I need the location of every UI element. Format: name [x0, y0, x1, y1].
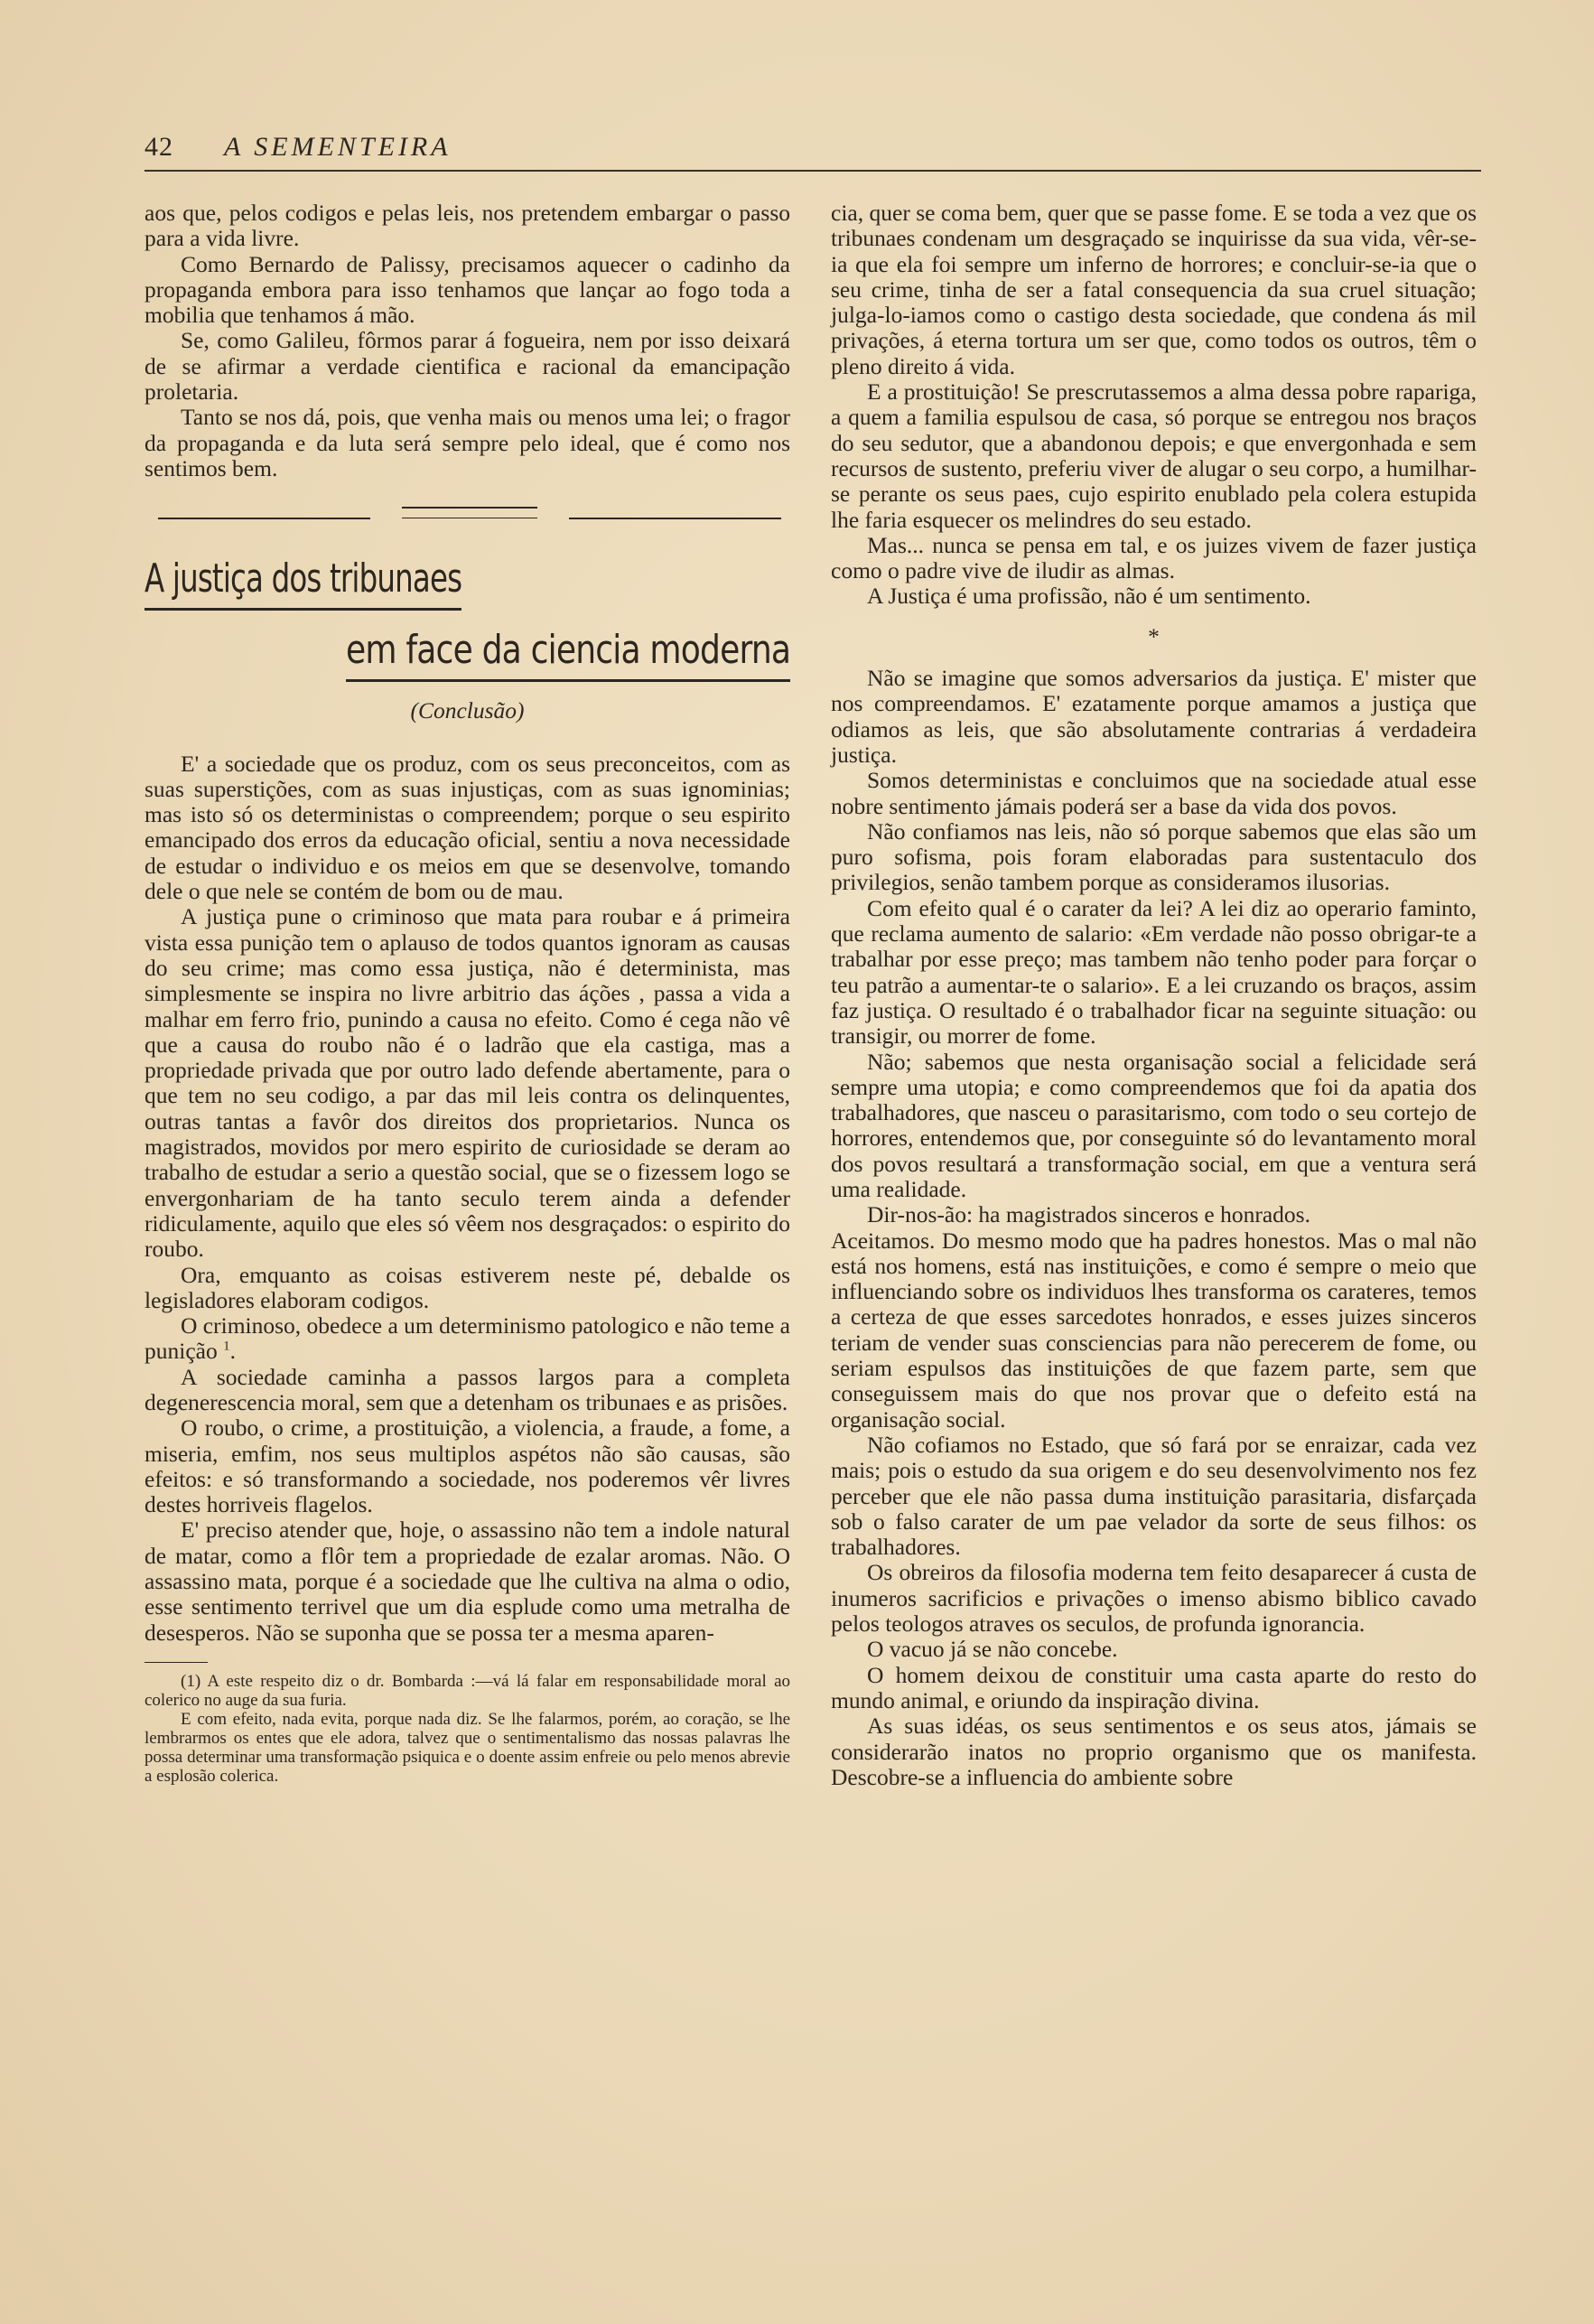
- body-paragraph: Dir-nos-ão: ha magistrados sinceros e honrados.: [867, 1201, 1310, 1228]
- body-paragraph-text: O criminoso, obedece a um determinismo patologico e não teme a punição: [144, 1312, 790, 1365]
- header-rule: [144, 170, 1481, 172]
- body-paragraph: Não; sabemos que nesta organisação social a felicidade será sempre uma utopia; e como compreendemos que foi da apatia dos trabalhadores, que nasceu o parasitarismo, com todo o seu cortejo de horrores, entendemos que, por conseguinte só do levantamento moral dos povos resultará a transformação social, em que a ventura será uma realidade.: [831, 1048, 1477, 1202]
- separator-line: [402, 507, 537, 509]
- article-title-line2-wrapper: [144, 623, 790, 682]
- body-paragraph: O homem deixou de constituir uma casta aparte do resto do mundo animal, e oriundo da inspiração divina.: [831, 1661, 1477, 1713]
- intro-paragraph: Como Bernardo de Palissy, precisamos aquecer o cadinho da propaganda embora para isso tenhamos que lançar ao fogo toda a mobilia que tenhamos á mão.: [144, 250, 790, 329]
- article-title-line2: em face da ciencia moderna: [346, 623, 790, 682]
- footnote: (1) A este respeito diz o dr. Bombarda :—vá lá falar em responsabilidade moral ao colerico no auge da sua furia.: [144, 1671, 790, 1710]
- footnotes: [144, 1672, 790, 1786]
- body-paragraph: Aceitamos. Do mesmo modo que ha padres honestos. Mas o mal não está nos homens, está nas instituições, e como é sempre o meio que influenciando sobre os individuos lhes transforma os carateres, temos a certeza de que esses sarcedotes honrados, e esses juizes sinceros teriam de vender suas consciencias para não perecerem de fome, ou seriam espulsos das instituições de que fazem parte, sem que conseguissem mais do que nos provar que o defeito está na organisação social.: [831, 1227, 1477, 1433]
- page-number: 42: [144, 132, 173, 162]
- body-paragraph: cia, quer se coma bem, quer que se passe fome. E se toda a vez que os tribunaes condenam um desgraçado se inquirisse da sua vida, vêr-se-ia que ela foi sempre um inferno de horrores; e concluir-se-ia que o seu crime, tinha de ser a fatal consequencia da sua cruel situação; julga-lo-iamos como o castigo desta sociedade, que condena ás mil privações, á eterna tortura um ser que, como todos os outros, têm o pleno direito á vida.: [831, 200, 1477, 379]
- body-paragraph: A Justiça é uma profissão, não é um sentimento.: [867, 583, 1311, 610]
- body-paragraph: Os obreiros da filosofia moderna tem feito desaparecer á custa de inumeros sacrificios e privações o imenso abismo biblico cavado pelos teologos atraves os seculos, de profunda ignorancia.: [831, 1559, 1477, 1638]
- intro-paragraph: aos que, pelos codigos e pelas leis, nos pretendem embargar o passo para a vida livre.: [144, 200, 790, 252]
- footnote-rule: [144, 1662, 208, 1663]
- separator-line: [158, 518, 370, 519]
- body-paragraph: O roubo, o crime, a prostituição, a violencia, a fraude, a fome, a miseria, emfim, nos seus multiplos aspétos não são causas, são efeitos: e só transformando a sociedade, nos poderemos vêr livres destes horriveis flagelos.: [144, 1414, 790, 1518]
- body-paragraph: E' preciso atender que, hoje, o assassino não tem a indole natural de matar, como a flôr tem a propriedade de ezalar aromas. Não. O assassino mata, porque é a sociedade que lhe cultiva na alma o odio, esse sentimento terrivel que um dia esplude como uma metralha de desesperos. Não se suponha que se possa ter a mesma aparen-: [144, 1517, 790, 1646]
- body-paragraph: Somos deterministas e concluimos que na sociedade atual esse nobre sentimento jámais poderá ser a base da vida dos povos.: [831, 767, 1477, 819]
- body-paragraph: Ora, emquanto as coisas estiverem neste pé, debalde os legisladores elaboram codigos.: [144, 1261, 790, 1313]
- body-paragraph: O criminoso, obedece a um determinismo patologico e não teme a punição $^1$.: [144, 1312, 790, 1365]
- publication-title: A SEMENTEIRA: [224, 132, 452, 162]
- footnote-marker: 1: [223, 1339, 230, 1354]
- left-column: [144, 201, 790, 1786]
- divider-star: *: [1148, 622, 1160, 649]
- footnote: E com efeito, nada evita, porque nada diz. Se lhe falarmos, porém, ao coração, se lhe lembrarmos os entes que ele adora, talvez que o sentimentalismo das nossas palavras lhe possa determinar uma transformação psiquica e o doente assim enfreie ou pelo menos abrevie a esplosão colerica.: [144, 1709, 790, 1786]
- body-paragraph: Não se imagine que somos adversarios da justiça. E' mister que nos compreendamos. E' ezatamente porque amamos a justiça que odiamos as leis, que são absolutamente contrarias á verdadeira justiça.: [831, 665, 1477, 768]
- article-subtitle: (Conclusão): [410, 697, 525, 724]
- body-paragraph: Não cofiamos no Estado, que só fará por se enraizar, cada vez mais; pois o estudo da sua origem e do seu desenvolvimento nos fez perceber que ele não passa duma instituição parasitaria, disfarçada sob o falso carater de um pae velador da sorte de seus filhos: os trabalhadores.: [831, 1431, 1477, 1561]
- article-title-line1: A justiça dos tribunaes: [144, 552, 461, 611]
- right-column: [831, 201, 1477, 1790]
- body-paragraph: O vacuo já se não concebe.: [867, 1636, 1118, 1663]
- page-header: [144, 132, 1481, 172]
- body-paragraph: Não confiamos nas leis, não só porque sabemos que elas são um puro sofisma, pois foram elaboradas para sustentaculo dos privilegios, senão tambem porque as consideramos ilusorias.: [831, 817, 1477, 896]
- separator-line: [569, 518, 781, 519]
- body-paragraph: A sociedade caminha a passos largos para a completa degenerescencia moral, sem que a detenham os tribunaes e as prisões.: [144, 1363, 790, 1415]
- body-paragraph: E' a sociedade que os produz, com os seus preconceitos, com as suas superstições, com as suas injustiças, com as suas ignominias; mas isto só os deterministas o compreendem; porque o seu espirito emancipado dos erros da educação oficial, sentiu a nova necessidade de estudar o individuo e os meios em que se desenvolve, tomando dele o que nele se contém de bom ou de mau.: [144, 750, 790, 905]
- intro-paragraph: Tanto se nos dá, pois, que venha mais ou menos uma lei; o fragor da propaganda e da luta será sempre pelo ideal, que é como nos sentimos bem.: [144, 404, 790, 481]
- body-paragraph: Com efeito qual é o carater da lei? A lei diz ao operario faminto, que reclama aumento de salario: «Em verdade não posso obrigar-te a trabalhar por esse preço; mas tambem não tenho poder para forçar o teu patrão a aumentar-te o salario». E a lei cruzando os braços, assim faz justiça. O resultado é o trabalhador ficar na seguinte situação: ou transigir, ou morrer de fome.: [831, 894, 1477, 1050]
- body-paragraph: Mas... nunca se pensa em tal, e os juizes vivem de fazer justiça como o padre vive de iludir as almas.: [831, 531, 1477, 584]
- intro-paragraph: Se, como Galileu, fôrmos parar á fogueira, nem por isso deixará de se afirmar a verdade cientifica e racional da emancipação proletaria.: [144, 327, 790, 406]
- body-paragraph: As suas idéas, os seus sentimentos e os seus atos, jámais se considerarão inatos no proprio organismo que os manifesta. Descobre-se a influencia do ambiente sobre: [831, 1713, 1477, 1790]
- body-paragraph: A justiça pune o criminoso que mata para roubar e á primeira vista essa punição tem o aplauso de todos quantos ignoram as causas do seu crime; mas como essa justiça, não é determinista, mas simplesmente se inspira no livre arbitrio das áções , passa a vida a malhar em ferro frio, punindo a causa no efeito. Como é cega não vê que a causa do roubo não é o ladrão que ela castiga, mas a propriedade privada que por outro lado defende abertamente, para o que tem no seu codigo, a par das mil leis contra os delinquentes, outras tantas a favôr dos direitos dos proprietarios. Nunca os magistrados, movidos por mero espirito de curiosidade se deram ao trabalho de estudar a serio a questão social, que se o fizessem logo se envergonhariam de ha tanto seculo terem ainda a defender ridiculamente, aquilo que eles só vêem nos desgraçados: o espirito do roubo.: [144, 903, 790, 1263]
- body-paragraph: E a prostituição! Se prescrutassemos a alma dessa pobre rapariga, a quem a familia espulsou de casa, só porque se entregou nos braços do seu sedutor, que a abandonou depois; e que envergonhada e sem recursos de sustento, preferiu viver de alugar o seu corpo, a humilhar-se perante os seus paes, cujo espirito enublado pela colera estupida lhe faria esquecer os melindres do seu estado.: [831, 378, 1477, 533]
- section-separator: [144, 490, 790, 545]
